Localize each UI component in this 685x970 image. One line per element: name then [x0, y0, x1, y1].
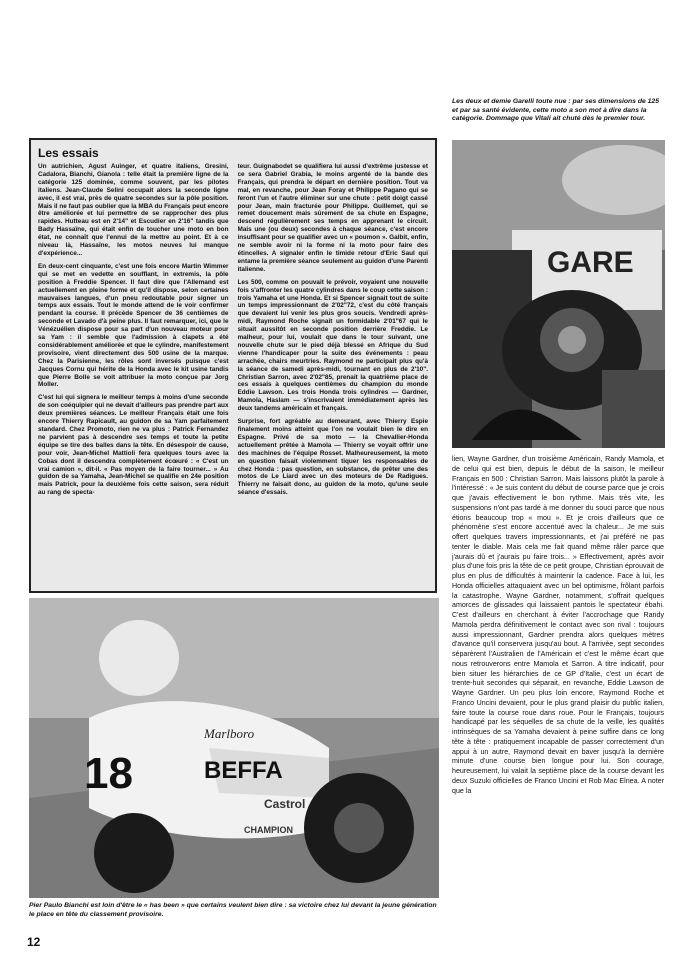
sponsor-text: BEFFA [204, 757, 283, 784]
essais-paragraph: teur. Guignabodet se qualifiera lui aussi d'extrême justesse et ce sera Gabriel Grabia, le moins argenté de la bande des Français, qui prendra le départ en dernière position. Tout va mal, en revanche, pour Jean Foray et Philippe Pagano qui se feront l'un et l'autre éliminer sur une chute : petit doigt cassé pour Jean, main fracturée pour Philippe. Guillemet, qui se remet doucement mais sûrement de sa chute en Espagne, descend régulièrement ses temps en apprenant le circuit. Mais une (ou deux) secondes à chaque séance, c'est encore insuffisant pour se qualifier avec un « poumon ». Galbit, enfin, ne semble avoir ni la forme ni la moto pour faire des étincelles. A signaler enfin le timide retour d'Eric Saul qui entame la première séance seulement au guidon d'une Parenti italienne. [237, 163, 428, 273]
essais-title: Les essais [38, 146, 99, 160]
rider-18-photo [29, 598, 439, 898]
sponsor-text: Marlboro [204, 726, 255, 741]
page-number: 12 [27, 935, 41, 949]
sponsor-text: Castrol [264, 797, 306, 811]
sponsor-text: CHAMPION [244, 825, 293, 835]
bottom-caption: Pier Paulo Bianchi est loin d'être le « has been » que certains veulent bien dire : sa victoire chez lui devant la jeune génération le place en tête du classement provisoire. [29, 902, 437, 918]
essais-paragraph: C'est lui qui signera le meilleur temps à moins d'une seconde de son coéquipier qui ne devait d'ailleurs pas prendre part aux deux premières séances. Le meilleur Français était une fois encore Thierry Rapicault, au guidon de sa Yam parfaitement standard. Chez Promoto, rien ne va plus : Patrick Fernandez ne parvient pas à descendre ses temps et toute la petite équipe se tire des balles dans la tête. En désespoir de cause, pour voir, Jean-Michel Mattioli fera quelques tours avec la Cobas dont il descendra complètement écœuré : « C'est un vrai camion », dit-il. « Pas moyen de la faire tourner... » Au guidon de sa Yamaha, Jean-Michel se qualifie en 24e position mais Patrick, pour la deuxième fois cette saison, sera réduit au rang de specta- [38, 394, 229, 497]
essais-paragraph: Les 500, comme on pouvait le prévoir, voyaient une nouvelle fois s'affronter les quatre cylindres dans le coup cette saison : trois Yamaha et une Honda. Et si Spencer signait tout de suite un temps impressionnant de 2'02"72, c'est du côté français que devaient lui venir les plus gros soucis. Vendredi après-midi, Raymond Roche signait un formidable 2'01"67 qui le situait aussitôt en seconde position derrière Freddie. Le malheur, pour lui, voulait que dans le tour suivant, une nouvelle chute sur le pied déjà blessé en Afrique du Sud vienne l'handicaper pour la suite des événements : peau arrachée, chairs meurtries. Raymond ne participait plus qu'à la séance de samedi après-midi, tournant en plus de 2'10". Christian Sarron, avec 2'02"85, prenait la quatrième place de ces essais à quelques centièmes du champion du monde Eddie Lawson. Les trois Honda trois cylindres — Gardner, Mamola, Haslam — s'inscrivaient immédiatement après les deux tandems américain et français. [237, 278, 428, 413]
garelli-engine-photo [452, 140, 665, 448]
essais-column-1 [38, 163, 229, 591]
essais-paragraph: En deux-cent cinquante, c'est une fois encore Martin Wimmer qui se met en vedette en soufflant, in extremis, la pôle position à Freddie Spencer. Il faut dire que l'Allemand est actuellement en pleine forme et qu'il dispose, selon certaines mauvaises langues, d'un pneu redoutable pour signer un temps aux essais. Tout le monde attend de le voir confirmer pendant la course. Il précède Spencer de 36 centièmes de seconde et Lavado d'à peine plus. Il faut remarquer, ici, que le Vénézuélien dispose pour sa part d'un nouveau moteur pour sa Yam : il semble que l'admission à clapets a été considérablement améliorée et que le cylindre, manifestement provisoire, vient directement des 500 usine de la marque. Chez la Parisienne, les rôles sont inversés puisque c'est Jacques Cornu qui hérite de la Honda avec le kit usine tandis que Pierre Bolle se voit attribuer la moto conçue par Jorg Moller. [38, 262, 229, 389]
essais-paragraph: Un autrichien, Agust Auinger, et quatre italiens, Gresini, Cadalora, Bianchi, Gianola : telle était la première ligne de la catégorie 125 dominée, comme souvent, par les pilotes italiens. Jean-Claude Selini occupait alors la seconde ligne avec, il est vrai, près de quatre secondes sur la pôle position. Mais il ne faut pas oublier que la MBA du Français peut encore être améliorée et lui permettre de se rapprocher des plus rapides. Hutteau est en 2'14" et Escudier en 2'16" tandis que Bady Hassaïne, qui était enfin de toucher une moto en bon état, ne connaît que l'ennui de la mettre au point. Et à ce niveau là, Hassaïne, les motos neuves lui manque d'expérience... [38, 163, 229, 257]
article-body-column: lien, Wayne Gardner, d'un troisième Américain, Randy Mamola, et de celui qui est bien, depuis le début de la saison, le meilleur Français en 500 : Christian Sarron. Mais laissons plutôt la parole à l'intéressé : « Je suis content du début de course parce que je crois que j'avais effectivement le bon rythme. Mais très vite, les suspensions n'ont pas tardé à me donner du souci parce que nous étions beaucoup trop « mou ». Et je crois d'ailleurs que ce phénomène s'est encore accentué avec la chaleur... Je me suis offert quelques travers impressionnants, et j'ai préféré ne pas tenter le diable. Mais cela me fait quand même râler parce que j'aurais dû et j'aurais pu faire trois... » Effectivement, après avoir plus d'une fois pris la tête de ce petit groupe, Christian éprouvait de plus en plus de difficultés à maintenir la cadence. Face à lui, les Honda officielles attaquaient avec un bel optimisme, frôlant parfois la catastrophe. Wayne Gardner, notamment, s'offrait quelques amorces de glissades qui laissaient pantois le spectateur ébahi. C'est d'ailleurs en cherchant à éviter l'accrochage que Randy Mamola perdra définitivement le contact avec son rival : toujours aussi impressionnant, Gardner prendra alors quelques mètres d'avance qu'il conservera jusqu'au bout. A l'arrivée, sept secondes séparèrent l'Australien de l'Américain et c'est le même écart que nous retrouverons entre Mamola et Sarron. A titre indicatif, pour bien situer les hiérarchies de ce GP d'Italie, c'est un écart de trente-huit secondes qui séparait, en revanche, Eddie Lawson de Wayne Gardner. Un peu plus loin encore, Raymond Roche et Franco Uncini devaient, pour le plus grand plaisir du public italien, faire toute la course roue dans roue. Pour le Français, toujours handicapé par les séquelles de sa chute de la veille, les qualités intrinsèques de sa Yamaha devaient à peine suffire dans ce long tête à tête : pratiquement incapable de passer correctement d'un appui à un autre, Raymond devait en baver jusqu'à la dernière minute d'une course bien longue pour lui. Son courage, heureusement, lui valait la septième place de la course devant les deux Suzuki officielles de Franco Uncini et Rob Mac Elnea. A noter que la [452, 455, 664, 795]
bike-fairing-text: GARE [547, 246, 634, 279]
essais-column-2 [238, 163, 429, 591]
top-caption: Les deux et demie Garelli toute nue : par ses dimensions de 125 et par sa santé évidente, cette moto a son mot à dire dans la catégorie. Dommage que Vitali ait chuté dès le premier tour. [452, 98, 659, 122]
essais-paragraph: Surprise, fort agréable au demeurant, avec Thierry Espie finalement moins atteint que l'on ne voulait bien le dire en Espagne. Privé de sa moto — la Chevallier-Honda actuellement prêtée à Mamola — Thierry se voyait offrir une des machines de l'équipe Rosset. Malheureusement, la moto en question faisait violemment tiquer les responsables de chez Honda : pas question, en substance, de prêter une des motos de Le Liard avec un des moteurs de De Radigues. Thierry ne faisait donc, au guidon de la moto, qu'une seule séance d'essais. [237, 418, 428, 497]
essais-sidebar [29, 138, 437, 593]
rider-number: 18 [84, 749, 133, 798]
